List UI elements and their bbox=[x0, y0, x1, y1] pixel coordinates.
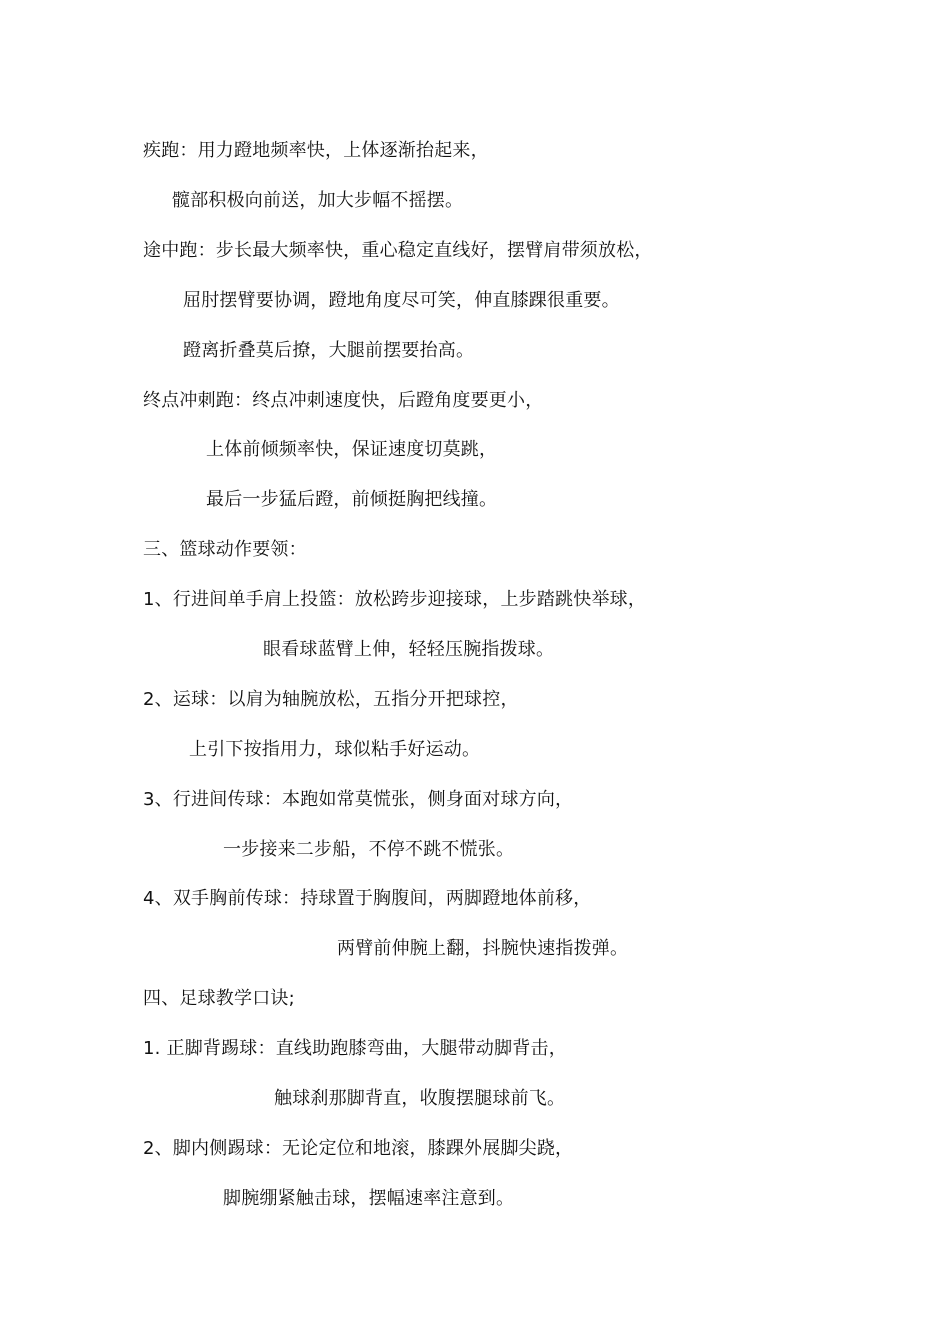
line-basketball-4-cont: 两臂前伸腕上翻，抖腕快速指拨弹。 bbox=[337, 938, 629, 959]
section-heading-football: 四、足球教学口诀; bbox=[143, 988, 295, 1009]
line-football-2: 2、脚内侧踢球：无论定位和地滚，膝踝外展脚尖跷， bbox=[143, 1138, 574, 1159]
line-midway-run-cont-2: 蹬离折叠莫后撩，大腿前摆要抬高。 bbox=[183, 340, 475, 361]
line-basketball-1: 1、行进间单手肩上投篮：放松跨步迎接球，上步踏跳快举球， bbox=[143, 589, 647, 610]
line-sprint: 疾跑：用力蹬地频率快，上体逐渐抬起来， bbox=[143, 140, 489, 161]
line-basketball-4: 4、双手胸前传球：持球置于胸腹间，两脚蹬地体前移， bbox=[143, 888, 592, 909]
line-sprint-cont: 髋部积极向前送，加大步幅不摇摆。 bbox=[172, 190, 464, 211]
line-finish-sprint-cont-1: 上体前倾频率快，保证速度切莫跳， bbox=[206, 439, 498, 460]
line-midway-run-cont-1: 屈肘摆臂要协调，蹬地角度尽可笑，伸直膝踝很重要。 bbox=[183, 290, 620, 311]
section-heading-basketball: 三、篮球动作要领： bbox=[143, 539, 307, 560]
line-finish-sprint-cont-2: 最后一步猛后蹬，前倾挺胸把线撞。 bbox=[206, 489, 498, 510]
line-football-1-cont: 触球刹那脚背直，收腹摆腿球前飞。 bbox=[274, 1088, 566, 1109]
line-basketball-3-cont: 一步接来二步船，不停不跳不慌张。 bbox=[223, 839, 515, 860]
line-basketball-1-cont: 眼看球蓝臂上伸，轻轻压腕指拨球。 bbox=[263, 639, 555, 660]
line-football-1: 1. 正脚背踢球：直线助跑膝弯曲，大腿带动脚背击， bbox=[143, 1038, 567, 1059]
line-basketball-2-cont: 上引下按指用力，球似粘手好运动。 bbox=[189, 739, 481, 760]
line-basketball-2: 2、运球：以肩为轴腕放松，五指分开把球控， bbox=[143, 689, 519, 710]
line-midway-run: 途中跑：步长最大频率快，重心稳定直线好，摆臂肩带须放松， bbox=[143, 240, 653, 261]
line-football-2-cont: 脚腕绷紧触击球，摆幅速率注意到。 bbox=[223, 1188, 515, 1209]
line-basketball-3: 3、行进间传球：本跑如常莫慌张，侧身面对球方向， bbox=[143, 789, 574, 810]
line-finish-sprint: 终点冲刺跑：终点冲刺速度快，后蹬角度要更小， bbox=[143, 390, 544, 411]
